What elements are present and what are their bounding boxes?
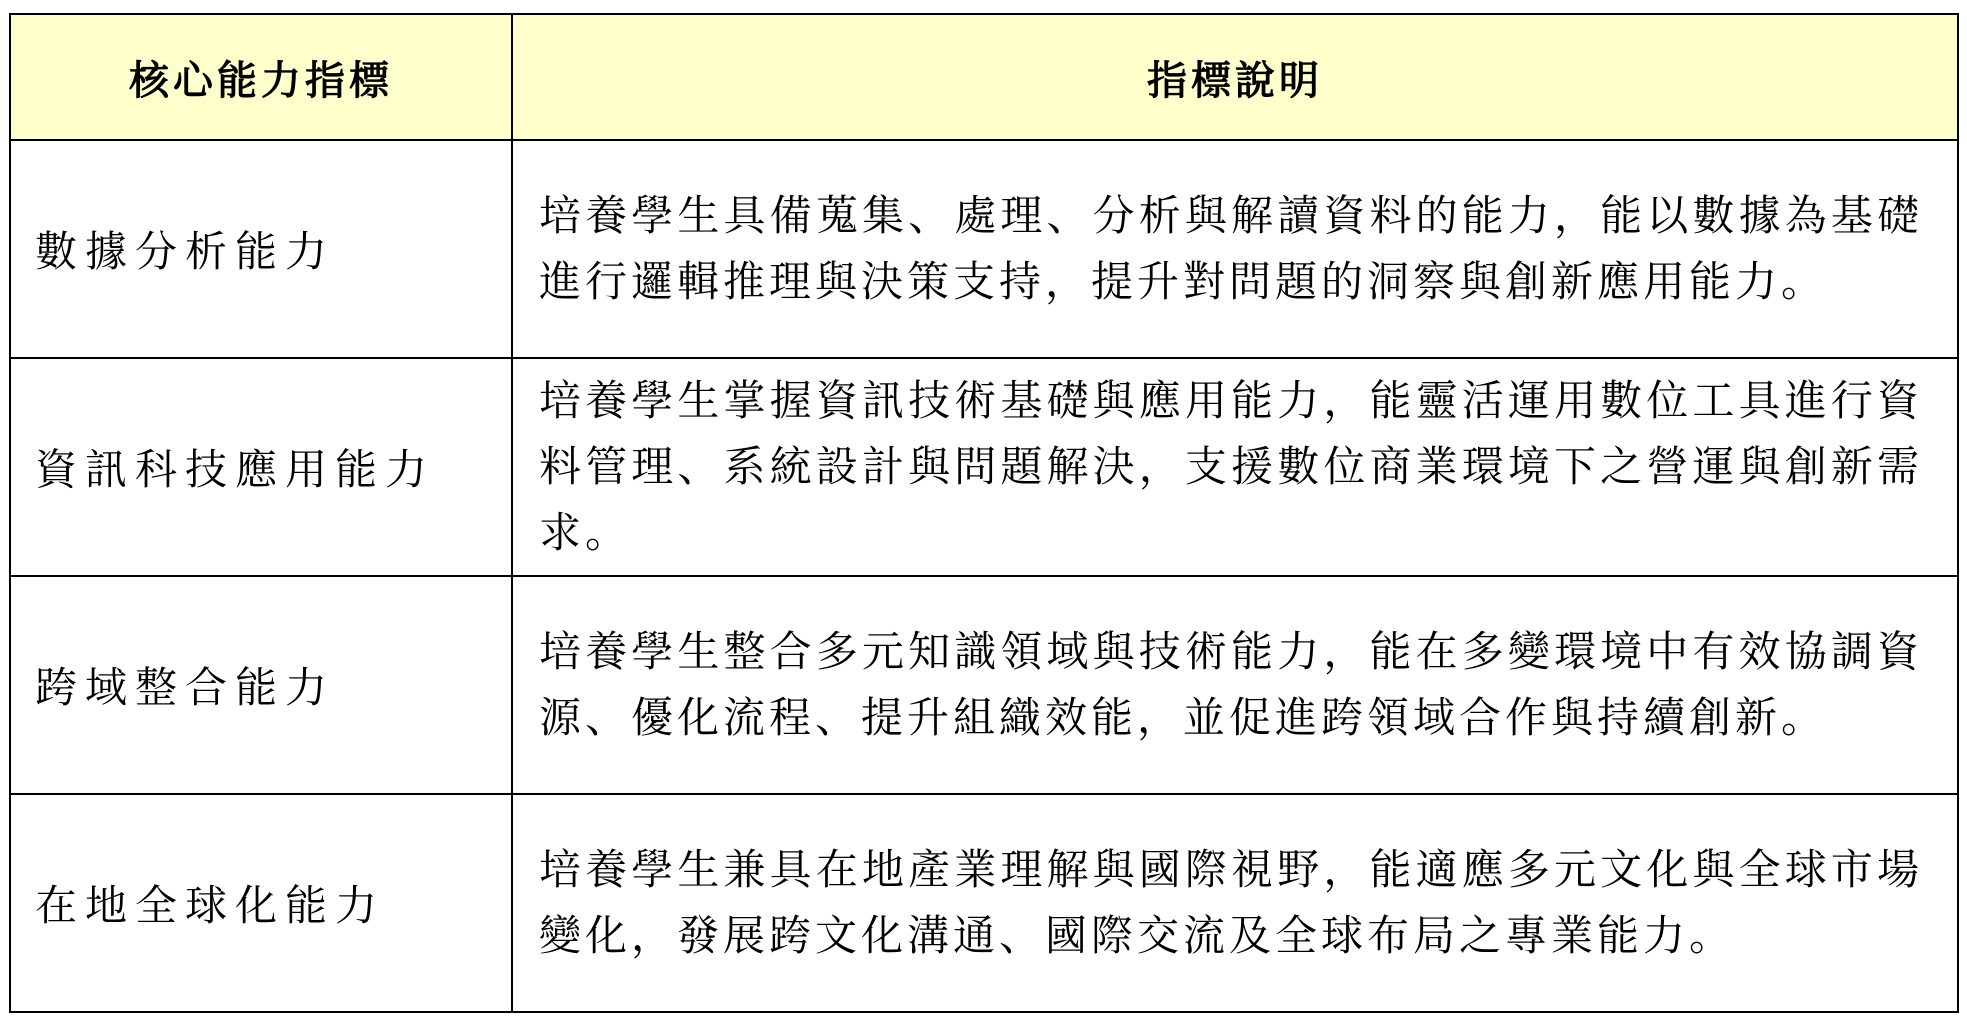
competency-table bbox=[9, 13, 1959, 1013]
table-row bbox=[10, 576, 1958, 794]
competency-description: 培養學生兼具在地產業理解與國際視野，能適應多元文化與全球市場變化，發展跨文化溝通、國際交流及全球布局之專業能力。 bbox=[512, 794, 1958, 1012]
table-row bbox=[10, 358, 1958, 576]
competency-name: 在地全球化能力 bbox=[10, 794, 512, 1012]
competency-name: 跨域整合能力 bbox=[10, 576, 512, 794]
competency-name: 資訊科技應用能力 bbox=[10, 358, 512, 576]
header-description: 指標說明 bbox=[512, 14, 1958, 140]
competency-name: 數據分析能力 bbox=[10, 140, 512, 358]
header-competency: 核心能力指標 bbox=[10, 14, 512, 140]
competency-description: 培養學生掌握資訊技術基礎與應用能力，能靈活運用數位工具進行資料管理、系統設計與問題解決，支援數位商業環境下之營運與創新需求。 bbox=[512, 358, 1958, 576]
table-row bbox=[10, 140, 1958, 358]
header-row bbox=[10, 14, 1958, 140]
competency-description: 培養學生具備蒐集、處理、分析與解讀資料的能力，能以數據為基礎進行邏輯推理與決策支持，提升對問題的洞察與創新應用能力。 bbox=[512, 140, 1958, 358]
competency-description: 培養學生整合多元知識領域與技術能力，能在多變環境中有效協調資源、優化流程、提升組織效能，並促進跨領域合作與持續創新。 bbox=[512, 576, 1958, 794]
table-row bbox=[10, 794, 1958, 1012]
